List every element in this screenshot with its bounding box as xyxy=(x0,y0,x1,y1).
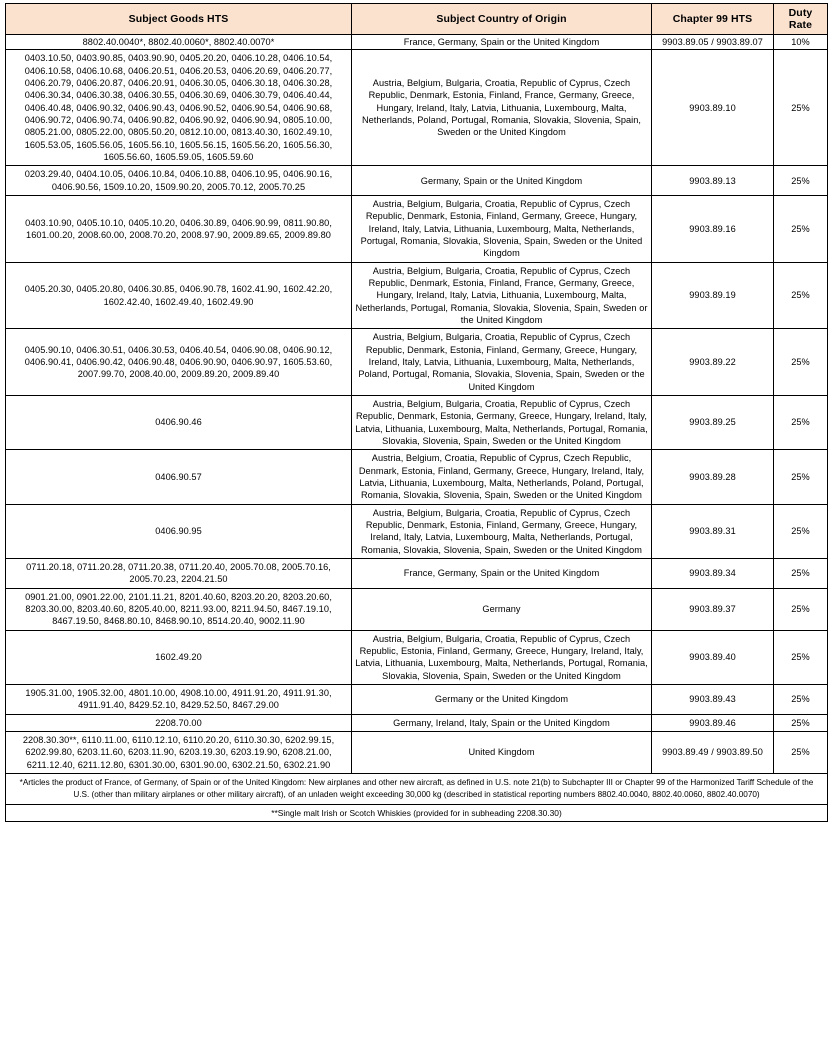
cell-duty-rate: 25% xyxy=(774,196,828,263)
cell-subject-goods-hts: 0406.90.95 xyxy=(6,504,352,558)
tariff-table xyxy=(5,3,828,822)
cell-subject-country-of-origin: Germany or the United Kingdom xyxy=(352,684,652,714)
cell-subject-goods-hts: 0405.90.10, 0406.30.51, 0406.30.53, 0406.40.54, 0406.90.08, 0406.90.12, 0406.90.41, 0406.90.42, 0406.90.48, 0406.90.90, 0406.90.97, 1605.53.60, 2007.99.70, 2008.40.00, 2009.89.20, 2009.89.40 xyxy=(6,329,352,396)
table-row xyxy=(6,684,828,714)
table-row xyxy=(6,395,828,449)
cell-duty-rate: 25% xyxy=(774,684,828,714)
cell-subject-goods-hts: 0405.20.30, 0405.20.80, 0406.30.85, 0406.90.78, 1602.41.90, 1602.42.20, 1602.42.40, 1602.49.40, 1602.49.90 xyxy=(6,262,352,329)
column-header-subject-country-of-origin: Subject Country of Origin xyxy=(352,4,652,35)
table-row xyxy=(6,450,828,504)
cell-subject-goods-hts: 1602.49.20 xyxy=(6,630,352,684)
cell-subject-country-of-origin: Austria, Belgium, Bulgaria, Croatia, Republic of Cyprus, Czech Republic, Denmark, Estonia, Finland, Germany, Greece, Hungary, Ireland, Italy, Latvia, Luxembourg, Malta, Netherlands, Portugal, Romania, Slovakia, Slovenia, Spain, Sweden or the United Kingdom xyxy=(352,504,652,558)
table-row xyxy=(6,196,828,263)
table-row xyxy=(6,50,828,166)
table-row xyxy=(6,630,828,684)
table-body xyxy=(6,35,828,774)
footnote-aircraft: *Articles the product of France, of Germany, of Spain or of the United Kingdom: New airplanes and other new aircraft, as defined in U.S. note 21(b) to Subchapter III or Chapter 99 of the Harmonized Tariff Schedule of the U.S. (other than military airplanes or other military aircraft), of an unladen weight exceeding 30,000 kg (described in statistical reporting numbers 8802.40.0040, 8802.40.0060, 8802.40.0070) xyxy=(6,773,828,804)
cell-subject-country-of-origin: Germany xyxy=(352,588,652,630)
cell-duty-rate: 10% xyxy=(774,35,828,50)
cell-duty-rate: 25% xyxy=(774,50,828,166)
cell-chapter-99-hts: 9903.89.37 xyxy=(652,588,774,630)
cell-subject-goods-hts: 0711.20.18, 0711.20.28, 0711.20.38, 0711.20.40, 2005.70.08, 2005.70.16, 2005.70.23, 2204.21.50 xyxy=(6,558,352,588)
cell-duty-rate: 25% xyxy=(774,166,828,196)
table-row xyxy=(6,558,828,588)
cell-chapter-99-hts: 9903.89.05 / 9903.89.07 xyxy=(652,35,774,50)
cell-duty-rate: 25% xyxy=(774,395,828,449)
table-row xyxy=(6,262,828,329)
cell-duty-rate: 25% xyxy=(774,329,828,396)
cell-subject-goods-hts: 0406.90.46 xyxy=(6,395,352,449)
cell-subject-goods-hts: 0203.29.40, 0404.10.05, 0406.10.84, 0406.10.88, 0406.10.95, 0406.90.16, 0406.90.56, 1509.10.20, 1509.90.20, 2005.70.12, 2005.70.25 xyxy=(6,166,352,196)
cell-subject-goods-hts: 0901.21.00, 0901.22.00, 2101.11.21, 8201.40.60, 8203.20.20, 8203.20.60, 8203.30.00, 8203.40.60, 8205.40.00, 8211.93.00, 8211.94.50, 8467.19.10, 8467.19.50, 8468.80.10, 8468.90.10, 8514.20.40, 9002.11.90 xyxy=(6,588,352,630)
cell-chapter-99-hts: 9903.89.43 xyxy=(652,684,774,714)
cell-subject-country-of-origin: United Kingdom xyxy=(352,731,652,773)
cell-subject-goods-hts: 8802.40.0040*, 8802.40.0060*, 8802.40.0070* xyxy=(6,35,352,50)
table-row xyxy=(6,504,828,558)
cell-subject-country-of-origin: Austria, Belgium, Bulgaria, Croatia, Republic of Cyprus, Czech Republic, Denmark, Estonia, Finland, France, Germany, Greece, Hungary, Ireland, Italy, Latvia, Lithuania, Luxembourg, Malta, Netherlands, Portugal, Romania, Slovakia, Slovenia, Spain, Sweden or the United Kingdom xyxy=(352,262,652,329)
cell-duty-rate: 25% xyxy=(774,558,828,588)
cell-subject-country-of-origin: Austria, Belgium, Bulgaria, Croatia, Republic of Cyprus, Czech Republic, Estonia, Finland, Germany, Greece, Hungary, Ireland, Italy, Latvia, Lithuania, Luxembourg, Malta, Netherlands, Portugal, Romania, Slovakia, Slovenia, Spain, Sweden or the United Kingdom xyxy=(352,630,652,684)
cell-duty-rate: 25% xyxy=(774,731,828,773)
cell-duty-rate: 25% xyxy=(774,630,828,684)
cell-chapter-99-hts: 9903.89.46 xyxy=(652,714,774,731)
cell-chapter-99-hts: 9903.89.40 xyxy=(652,630,774,684)
cell-subject-country-of-origin: France, Germany, Spain or the United Kingdom xyxy=(352,558,652,588)
cell-duty-rate: 25% xyxy=(774,450,828,504)
header-row xyxy=(6,4,828,35)
cell-subject-country-of-origin: Austria, Belgium, Bulgaria, Croatia, Republic of Cyprus, Czech Republic, Denmark, Estonia, Finland, Germany, Greece, Hungary, Ireland, Italy, Latvia, Lithuania, Luxembourg, Malta, Netherlands, Portugal, Romania, Slovakia, Slovenia, Spain, Sweden or the United Kingdom xyxy=(352,196,652,263)
cell-subject-country-of-origin: Austria, Belgium, Croatia, Republic of Cyprus, Czech Republic, Denmark, Estonia, Finland, Germany, Greece, Hungary, Ireland, Italy, Latvia, Lithuania, Luxembourg, Malta, Netherlands, Poland, Portugal, Romania, Slovakia, Slovenia, Spain, Sweden or the United Kingdom xyxy=(352,450,652,504)
table-header xyxy=(6,4,828,35)
cell-chapter-99-hts: 9903.89.25 xyxy=(652,395,774,449)
cell-chapter-99-hts: 9903.89.49 / 9903.89.50 xyxy=(652,731,774,773)
cell-subject-goods-hts: 2208.70.00 xyxy=(6,714,352,731)
table-row xyxy=(6,166,828,196)
cell-subject-country-of-origin: Germany, Ireland, Italy, Spain or the United Kingdom xyxy=(352,714,652,731)
table-footer xyxy=(6,773,828,821)
cell-duty-rate: 25% xyxy=(774,262,828,329)
cell-duty-rate: 25% xyxy=(774,714,828,731)
cell-chapter-99-hts: 9903.89.10 xyxy=(652,50,774,166)
footnote-row-2 xyxy=(6,804,828,821)
cell-duty-rate: 25% xyxy=(774,504,828,558)
cell-subject-country-of-origin: France, Germany, Spain or the United Kingdom xyxy=(352,35,652,50)
cell-chapter-99-hts: 9903.89.16 xyxy=(652,196,774,263)
cell-subject-goods-hts: 2208.30.30**, 6110.11.00, 6110.12.10, 6110.20.20, 6110.30.30, 6202.99.15, 6202.99.80, 6203.11.60, 6203.11.90, 6203.19.30, 6203.19.90, 6208.21.00, 6211.12.40, 6211.12.80, 6301.30.00, 6301.90.00, 6302.21.50, 6302.21.90 xyxy=(6,731,352,773)
cell-subject-country-of-origin: Germany, Spain or the United Kingdom xyxy=(352,166,652,196)
cell-subject-goods-hts: 0406.90.57 xyxy=(6,450,352,504)
table-row xyxy=(6,35,828,50)
column-header-chapter-99-hts: Chapter 99 HTS xyxy=(652,4,774,35)
cell-duty-rate: 25% xyxy=(774,588,828,630)
table-row xyxy=(6,714,828,731)
cell-chapter-99-hts: 9903.89.34 xyxy=(652,558,774,588)
cell-subject-goods-hts: 0403.10.90, 0405.10.10, 0405.10.20, 0406.30.89, 0406.90.99, 0811.90.80, 1601.00.20, 2008.60.00, 2008.70.20, 2008.97.90, 2009.89.65, 2009.89.80 xyxy=(6,196,352,263)
cell-subject-country-of-origin: Austria, Belgium, Bulgaria, Croatia, Republic of Cyprus, Czech Republic, Denmark, Estonia, Germany, Greece, Hungary, Ireland, Italy, Latvia, Lithuania, Luxembourg, Malta, Netherlands, Portugal, Romania, Slovakia, Slovenia, Spain, Sweden or the United Kingdom xyxy=(352,395,652,449)
column-header-duty-rate: Duty Rate xyxy=(774,4,828,35)
cell-subject-goods-hts: 0403.10.50, 0403.90.85, 0403.90.90, 0405.20.20, 0406.10.28, 0406.10.54, 0406.10.58, 0406.10.68, 0406.20.51, 0406.20.53, 0406.20.69, 0406.20.77, 0406.20.79, 0406.20.87, 0406.20.91, 0406.30.05, 0406.30.18, 0406.30.28, 0406.30.34, 0406.30.38, 0406.30.55, 0406.30.69, 0406.30.79, 0406.40.44, 0406.40.48, 0406.90.32, 0406.90.43, 0406.90.52, 0406.90.54, 0406.90.68, 0406.90.72, 0406.90.74, 0406.90.82, 0406.90.92, 0406.90.94, 0805.10.00, 0805.21.00, 0805.22.00, 0805.50.20, 0812.10.00, 0813.40.30, 1602.49.10, 1605.53.05, 1605.56.05, 1605.56.10, 1605.56.15, 1605.56.20, 1605.56.30, 1605.56.60, 1605.59.05, 1605.59.60 xyxy=(6,50,352,166)
cell-chapter-99-hts: 9903.89.31 xyxy=(652,504,774,558)
cell-chapter-99-hts: 9903.89.28 xyxy=(652,450,774,504)
cell-chapter-99-hts: 9903.89.13 xyxy=(652,166,774,196)
table-row xyxy=(6,588,828,630)
table-row xyxy=(6,731,828,773)
footnote-whiskies: **Single malt Irish or Scotch Whiskies (provided for in subheading 2208.30.30) xyxy=(6,804,828,821)
cell-subject-goods-hts: 1905.31.00, 1905.32.00, 4801.10.00, 4908.10.00, 4911.91.20, 4911.91.30, 4911.91.40, 8429.52.10, 8429.52.50, 8467.29.00 xyxy=(6,684,352,714)
table-row xyxy=(6,329,828,396)
cell-subject-country-of-origin: Austria, Belgium, Bulgaria, Croatia, Republic of Cyprus, Czech Republic, Denmark, Estonia, Finland, Germany, Greece, Hungary, Ireland, Italy, Latvia, Lithuania, Luxembourg, Malta, Netherlands, Poland, Portugal, Romania, Slovakia, Slovenia, Spain, Sweden or the United Kingdom xyxy=(352,329,652,396)
cell-subject-country-of-origin: Austria, Belgium, Bulgaria, Croatia, Republic of Cyprus, Czech Republic, Denmark, Estonia, Finland, France, Germany, Greece, Hungary, Ireland, Italy, Latvia, Lithuania, Luxembourg, Malta, Netherlands, Poland, Portugal, Romania, Slovakia, Slovenia, Spain, Sweden or the United Kingdom xyxy=(352,50,652,166)
cell-chapter-99-hts: 9903.89.19 xyxy=(652,262,774,329)
footnote-row-1 xyxy=(6,773,828,804)
cell-chapter-99-hts: 9903.89.22 xyxy=(652,329,774,396)
column-header-subject-goods-hts: Subject Goods HTS xyxy=(6,4,352,35)
